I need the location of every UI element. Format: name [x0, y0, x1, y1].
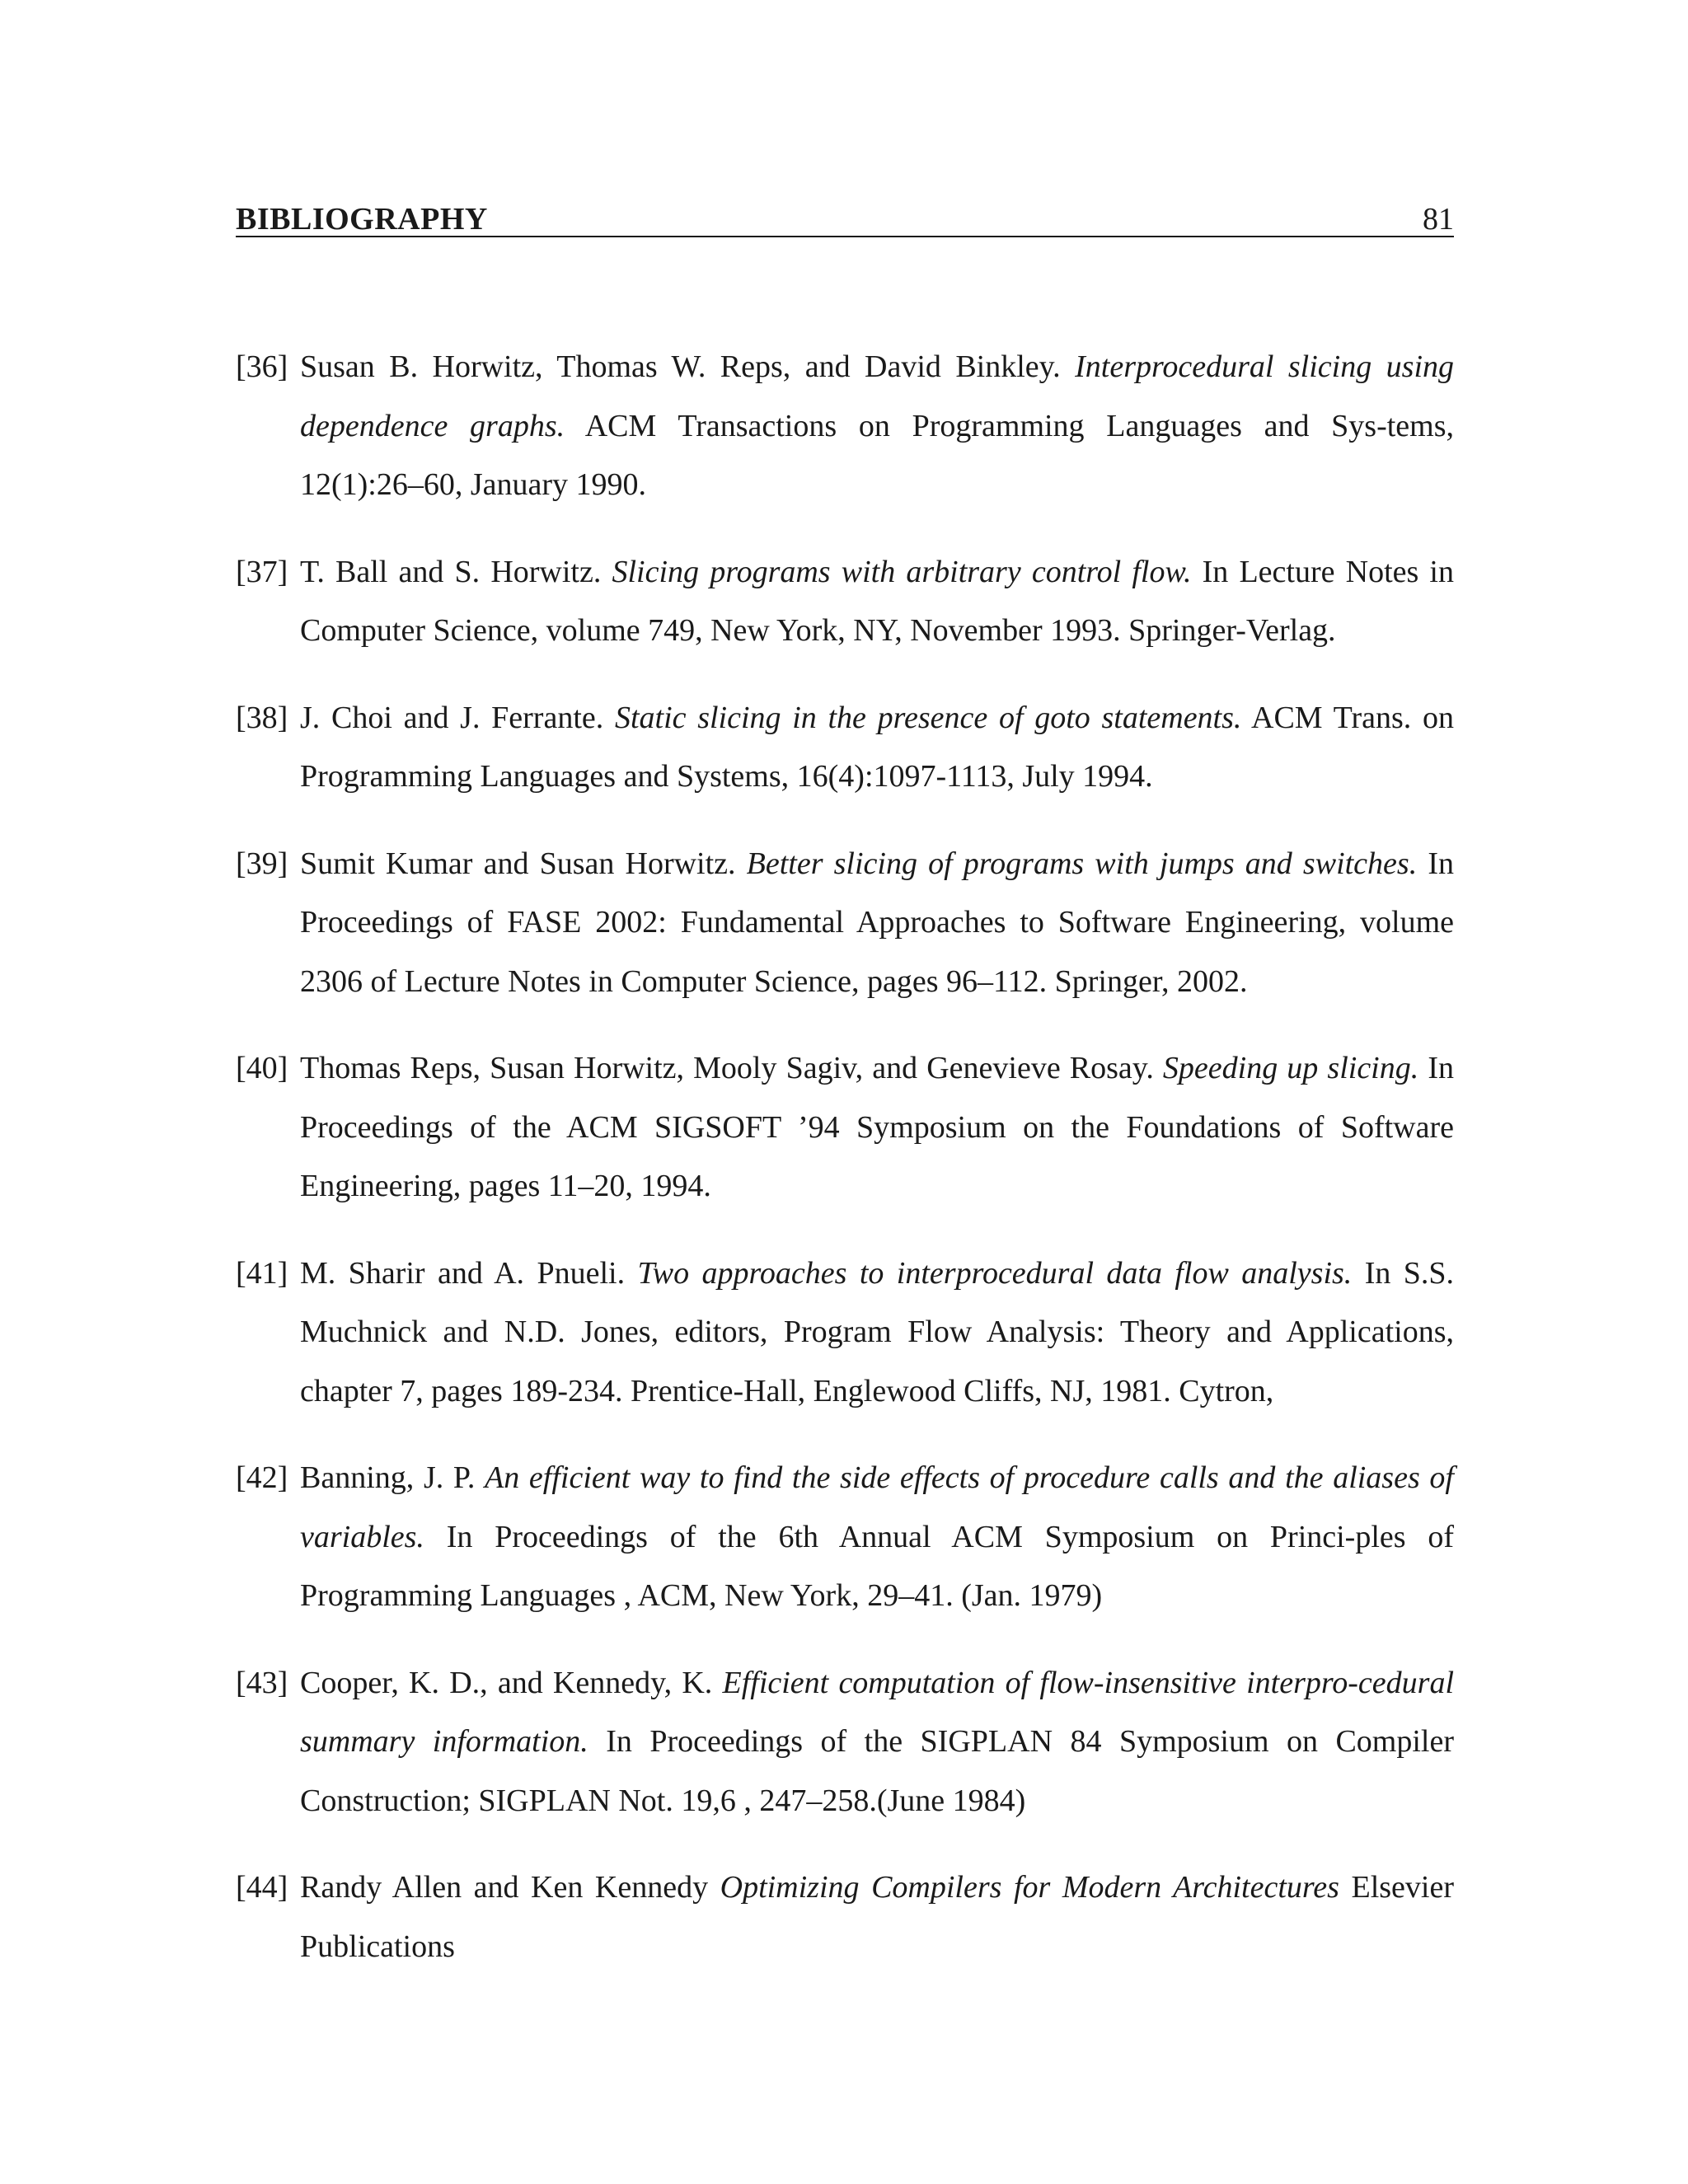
reference-authors: T. Ball and S. Horwitz.: [300, 554, 612, 589]
reference-label: [41]: [236, 1255, 288, 1291]
reference-text: [300, 338, 1454, 515]
reference-item: [236, 543, 1454, 661]
reference-venue: ACM Transactions on Programming Languages and Sys-tems, 12(1):26–60, January 1990.: [300, 408, 1454, 502]
reference-label: [37]: [236, 554, 288, 589]
reference-authors: Sumit Kumar and Susan Horwitz.: [300, 846, 747, 881]
reference-item: [236, 1449, 1454, 1626]
reference-label: [43]: [236, 1665, 288, 1700]
reference-authors: Randy Allen and Ken Kennedy: [300, 1870, 720, 1905]
reference-text: [300, 1654, 1454, 1831]
reference-item: [236, 1654, 1454, 1831]
reference-item: [236, 1244, 1454, 1422]
reference-venue: ACM Trans. on Programming Languages and Systems, 16(4):1097-1113, July 1994.: [300, 700, 1454, 794]
reference-title: Better slicing of programs with jumps and switches.: [746, 846, 1418, 881]
reference-title: Two approaches to interprocedural data flow analysis.: [637, 1255, 1353, 1291]
reference-text: [300, 1858, 1454, 1976]
reference-authors: J. Choi and J. Ferrante.: [300, 700, 615, 735]
reference-label: [36]: [236, 349, 288, 384]
reference-label: [39]: [236, 846, 288, 881]
reference-venue: In Proceedings of the ACM SIGSOFT ’94 Symposium on the Foundations of Software Engineering, pages 11–20, 1994.: [300, 1051, 1455, 1203]
reference-item: [236, 1039, 1454, 1216]
reference-title: Efficient computation of flow-insensitive interpro-cedural summary information.: [300, 1665, 1455, 1759]
reference-venue: In Proceedings of the SIGPLAN 84 Symposium on Compiler Construction; SIGPLAN Not. 19,6 , 247–258.(June 1984): [300, 1724, 1455, 1818]
page-number: 81: [1423, 202, 1454, 237]
running-header: [236, 198, 1454, 237]
reference-title: An efficient way to find the side effects of procedure calls and the aliases of variables.: [300, 1460, 1454, 1554]
reference-title: Speeding up slicing.: [1162, 1051, 1419, 1085]
reference-authors: Cooper, K. D., and Kennedy, K.: [300, 1665, 723, 1700]
reference-text: [300, 543, 1454, 661]
reference-venue: In Proceedings of the 6th Annual ACM Symposium on Princi-ples of Programming Languages , ACM, New York, 29–41. (Jan. 1979): [300, 1519, 1454, 1613]
reference-authors: Thomas Reps, Susan Horwitz, Mooly Sagiv, and Genevieve Rosay.: [300, 1051, 1163, 1085]
reference-venue: Elsevier Publications: [300, 1870, 1454, 1964]
reference-item: [236, 689, 1454, 807]
reference-title: Static slicing in the presence of goto statements.: [614, 700, 1242, 735]
section-title: BIBLIOGRAPHY: [236, 202, 488, 237]
reference-label: [38]: [236, 700, 288, 735]
reference-item: [236, 1858, 1454, 1976]
reference-label: [44]: [236, 1870, 288, 1905]
reference-title: Interprocedural slicing using dependence graphs.: [300, 349, 1454, 443]
reference-venue: In Proceedings of FASE 2002: Fundamental Approaches to Software Engineering, volume 2306 of Lecture Notes in Computer Science, pages 96–112. Springer, 2002.: [300, 846, 1455, 999]
reference-text: [300, 689, 1454, 807]
reference-title: Slicing programs with arbitrary control flow.: [612, 554, 1192, 589]
reference-authors: Banning, J. P.: [300, 1460, 485, 1495]
reference-venue: In S.S. Muchnick and N.D. Jones, editors, Program Flow Analysis: Theory and Applications, chapter 7, pages 189-234. Prentice-Hall, Englewood Cliffs, NJ, 1981. Cytron,: [300, 1255, 1455, 1408]
reference-text: [300, 1039, 1454, 1216]
reference-text: [300, 1244, 1454, 1422]
reference-title: Optimizing Compilers for Modern Architectures: [720, 1870, 1339, 1905]
reference-list: [236, 338, 1454, 2004]
reference-item: [236, 338, 1454, 515]
reference-authors: M. Sharir and A. Pnueli.: [300, 1255, 638, 1291]
reference-label: [40]: [236, 1051, 288, 1085]
reference-authors: Susan B. Horwitz, Thomas W. Reps, and David Binkley.: [300, 349, 1076, 384]
reference-venue: In Lecture Notes in Computer Science, volume 749, New York, NY, November 1993. Springer-Verlag.: [300, 554, 1454, 648]
reference-item: [236, 835, 1454, 1012]
reference-text: [300, 835, 1454, 1012]
reference-text: [300, 1449, 1454, 1626]
reference-label: [42]: [236, 1460, 288, 1495]
